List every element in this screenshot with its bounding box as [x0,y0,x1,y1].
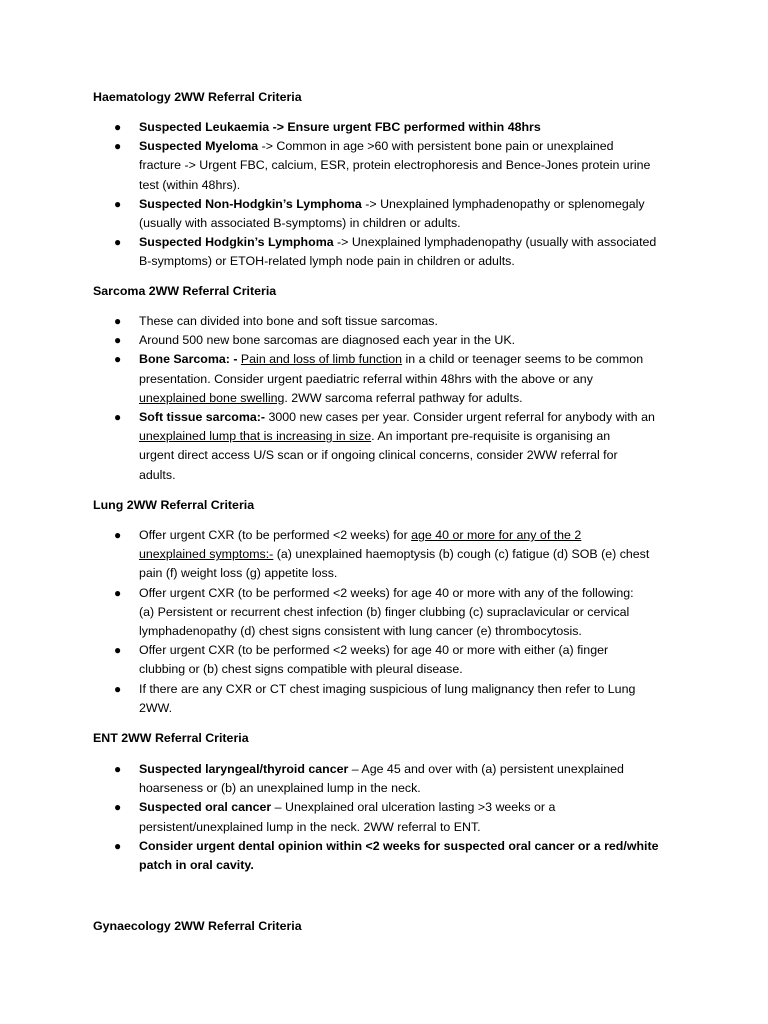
bold-text: Bone Sarcoma: - [139,352,241,367]
list-item [0,350,665,408]
list-item [0,584,665,642]
bullet-icon: ● [114,585,122,600]
bullet-icon: ● [114,410,122,425]
text-line [139,818,665,837]
text-run: clubbing or (b) chest signs compatible with pleural disease. [139,662,463,677]
text-line [139,446,665,465]
bullet-list [0,312,665,485]
text-run: persistent/unexplained lump in the neck. 2WW referral to ENT. [139,819,481,834]
text-run: (a) Persistent or recurrent chest infection (b) finger clubbing (c) supraclavicular or cervical [139,604,630,619]
bullet-icon: ● [114,762,122,776]
text-run: Offer urgent CXR (to be performed <2 weeks) for [139,528,412,542]
text-line [139,603,665,622]
text-run: presentation. Consider urgent paediatric referral within 48hrs with the above or any [139,371,593,386]
bold-text: Suspected laryngeal/thyroid cancer [139,762,349,776]
list-item [0,233,665,271]
list-item [0,331,665,350]
text-line [139,156,665,175]
text-line [139,564,665,583]
text-run: (usually with associated B-symptoms) in children or adults. [139,216,461,231]
text-line [139,427,665,446]
text-line [139,118,665,137]
text-run: If there are any CXR or CT chest imaging suspicious of lung malignancy then refer to Lung [139,681,636,696]
list-item [0,408,665,485]
bullet-icon: ● [114,838,122,853]
text-line [139,233,665,252]
bullet-icon: ● [114,139,122,154]
text-run: fracture -> Urgent FBC, calcium, ESR, protein electrophoresis and Bence-Jones protein urine [139,158,651,173]
list-item [0,760,665,798]
underlined-text: unexplained bone swelling [139,390,285,405]
bullet-icon: ● [114,352,122,367]
bullet-icon: ● [114,314,122,328]
underlined-text: unexplained symptoms:- [139,547,274,562]
bullet-icon: ● [114,643,122,658]
text-run: – Unexplained oral ulceration lasting >3 weeks or a [271,800,556,815]
section-heading: ENT 2WW Referral Criteria [93,731,249,745]
bold-text: patch in oral cavity. [139,858,254,873]
text-run: Offer urgent CXR (to be performed <2 weeks) for age 40 or more with either (a) finger [139,643,609,658]
bold-text: Soft tissue sarcoma:- [139,410,266,425]
text-line [139,798,665,817]
text-line [139,350,665,369]
text-line [139,545,665,564]
bullet-icon: ● [114,528,122,542]
bullet-list [0,760,665,875]
bold-text: Suspected Myeloma [139,139,259,154]
text-line [139,680,665,699]
text-line [139,252,665,271]
list-item [0,312,665,331]
text-line [139,137,665,156]
bold-text: Suspected Non-Hodgkin’s Lymphoma [139,196,362,211]
section-heading: Haematology 2WW Referral Criteria [93,90,302,104]
list-item [0,526,665,584]
text-run: -> Unexplained lymphadenopathy (usually with associated [333,235,657,250]
text-line [139,389,665,408]
text-run: 2WW. [139,700,173,715]
text-run: pain (f) weight loss (g) appetite loss. [139,566,338,581]
list-item [0,641,665,679]
bullet-list [0,118,665,272]
text-line [139,331,665,350]
list-item [0,137,665,195]
text-run: – Age 45 and over with (a) persistent unexplained [348,762,624,776]
text-run: urgent direct access U/S scan or if ongoing clinical concerns, consider 2WW referral for [139,448,618,463]
bullet-icon: ● [114,196,122,211]
text-line [139,312,665,331]
text-run: (a) unexplained haemoptysis (b) cough (c) fatigue (d) SOB (e) chest [273,547,650,562]
list-item [0,195,665,233]
text-line [139,760,665,779]
text-line [139,408,665,427]
text-run: . 2WW sarcoma referral pathway for adults. [284,390,523,405]
text-line [139,622,665,641]
text-run: 3000 new cases per year. Consider urgent referral for anybody with an [265,410,655,425]
underlined-text: unexplained lump that is increasing in size [139,429,372,444]
text-line [139,370,665,389]
list-item [0,798,665,836]
text-line [139,660,665,679]
section-heading: Sarcoma 2WW Referral Criteria [93,284,277,298]
bullet-icon: ● [114,681,122,696]
bold-text: Consider urgent dental opinion within <2 weeks for suspected oral cancer or a red/white [139,838,659,853]
underlined-text: age 40 or more for any of the 2 [411,528,582,542]
list-item [0,680,665,718]
text-line [139,466,665,485]
bullet-icon: ● [114,120,122,134]
text-line [139,526,665,545]
text-run: . An important pre-requisite is organising an [371,429,611,444]
list-item [0,118,665,137]
section-heading: Lung 2WW Referral Criteria [93,498,255,512]
text-run: -> Common in age >60 with persistent bone pain or unexplained [258,139,614,154]
text-line [139,837,665,856]
text-run: adults. [139,467,176,482]
text-line [139,176,665,195]
bold-text: Suspected oral cancer [139,800,272,815]
text-line [139,584,665,603]
bullet-icon: ● [114,333,122,348]
text-line [139,856,665,875]
list-item [0,837,665,875]
text-line [139,641,665,660]
text-run: -> Unexplained lymphadenopathy or splenomegaly [361,196,645,211]
text-run: in a child or teenager seems to be common [402,352,644,367]
section-heading: Gynaecology 2WW Referral Criteria [93,919,302,933]
text-line [139,214,665,233]
text-run: hoarseness or (b) an unexplained lump in the neck. [139,781,421,796]
text-run: These can divided into bone and soft tissue sarcomas. [139,314,438,328]
text-run: Around 500 new bone sarcomas are diagnosed each year in the UK. [139,333,516,348]
text-line [139,195,665,214]
text-run: lymphadenopathy (d) chest signs consistent with lung cancer (e) thrombocytosis. [139,624,582,639]
bullet-list [0,526,665,718]
text-run: test (within 48hrs). [139,177,241,192]
text-run: B-symptoms) or ETOH-related lymph node pain in children or adults. [139,254,515,269]
text-run: Offer urgent CXR (to be performed <2 weeks) for age 40 or more with any of the following: [139,585,634,600]
bullet-icon: ● [114,800,122,815]
bold-text: Suspected Leukaemia -> Ensure urgent FBC performed within 48hrs [139,120,541,134]
bullet-icon: ● [114,235,122,250]
bold-text: Suspected Hodgkin’s Lymphoma [139,235,334,250]
text-line [139,699,665,718]
underlined-text: Pain and loss of limb function [240,352,403,367]
text-line [139,779,665,798]
